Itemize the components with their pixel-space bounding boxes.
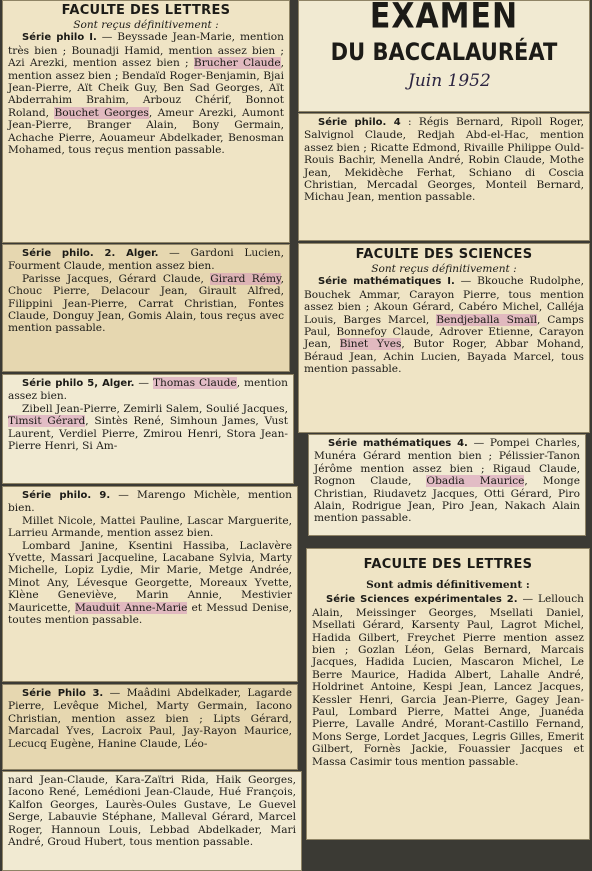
clipping-examen-title [298,0,590,112]
handwritten-date: Juin 1952 [408,71,491,91]
clipping-philo-3 [2,684,298,770]
clipping-sciences-maths-4 [308,434,586,536]
clipping-lettres-philo-1 [2,0,290,243]
result-paragraph: nard Jean-Claude, Kara-Zaïtri Rida, Haik Georges, Iacono René, Lemédioni Jean-Claude, Hué François, Kalfon Georges, Laurès-Oules Gustave, Le Guevel Serge, Labauvie Stéphane, Malleval Gérard, Marcel Roger, Hannoun Louis, Lebbad Abdelkader, Mari André, Groud Hubert, tous mention passable. [8,774,296,849]
subheading: Sont reçus définitivement : [371,263,517,275]
result-paragraph: Série philo. 4 : Régis Bernard, Ripoll Roger, Salvignol Claude, Redjah Abd-el-Hac, mention assez bien ; Ricatte Edmond, Rivaille Philippe Ould-Rouis Bachir, Menella André, Robin Claude, Mothe Jean, Mekidèche Ferhat, Schiano di Coscia Christian, Mercadal Georges, Monteil Bernard, Michau Jean, mention passable. [304,116,585,204]
result-paragraph: Série Philo 3. — Maâdini Abdelkader, Lagarde Pierre, Levêque Michel, Marty Germain, Iacono Christian, mention assez bien ; Lipts Gérard, Marcadal Yves, Lacroix Paul, Jay-Rayon Maurice, Lecucq Eugène, Hanine Claude, Léo- [8,687,292,750]
faculty-heading: FACULTE DES LETTRES [363,557,533,572]
subheading: Sont reçus définitivement : [73,19,219,31]
result-paragraph: Série philo I. — Beyssade Jean-Marie, mention très bien ; Bounadji Hamid, mention assez bien ; Azi Arezki, mention assez bien ; Brucher Claude, mention assez bien ; Bendaïd Roger-Benjamin, Bjai Jean-Pierre, Aït Cheik Guy, Ben Sad Georges, Aït Abderrahim Brahim, Arbouz Chérif, Bonnot Roland, Bouchet Georges, Ameur Arezki, Aumont Jean-Pierre, Branger Alain, Bony Germain, Achache Pierre, Aouameur Abdelkader, Benosman Mohamed, tous reçus mention passable. [8,31,285,157]
result-paragraph: Série mathématiques I. — Bkouche Rudolphe, Bouchek Ammar, Carayon Pierre, tous mention assez bien ; Akoun Gérard, Cabéro Michel, Calléja Louis, Barges Marcel, Bendjeballa Smaïl, Camps Paul, Bonnefoy Claude, Adrover Etienne, Carayon Jean, Binet Yves, Butor Roger, Abbar Mohand, Béraud Jean, Achin Lucien, Bayada Marcel, tous mention passable. [304,275,585,376]
headline-baccalaureat: DU BACCALAURÉAT [330,38,558,66]
result-paragraph: Parisse Jacques, Gérard Claude, Girard Rémy, Chouc Pierre, Delacour Jean, Girault Alfred, Filippini Jean-Pierre, Carrat Christian, Fontes Claude, Donguy Jean, Gomis Alain, tous reçus avec mention passable. [8,272,285,335]
faculty-heading: FACULTE DES LETTRES [61,3,231,18]
subheading: Sont admis définitivement : [366,579,530,591]
result-paragraph: Série philo. 9. — Marengo Michèle, mention bien. [8,489,293,515]
clipping-philo-9 [2,486,298,682]
result-paragraph: Série philo. 2. Alger. — Gardoni Lucien, Fourment Claude, mention assez bien. [8,247,284,273]
result-paragraph: Série philo 5, Alger. — Thomas Claude, mention assez bien. [8,377,288,403]
headline-examen: EXAMEN [369,0,519,37]
result-paragraph: Série mathématiques 4. — Pompei Charles, Munéra Gérard mention bien ; Pélissier-Tanon Jérôme mention assez bien ; Rigaud Claude, Rognon Claude, Obadia Maurice, Monge Christian, Riudavetz Jacques, Otti Gérard, Piro Alain, Rodrigue Jean, Piro Jean, Nakach Alain mention passable. [314,437,580,525]
clipping-philo-4 [298,113,590,241]
result-paragraph: Millet Nicole, Mattei Pauline, Lascar Marguerite, Larrieu Armande, mention assez bien. [8,514,292,540]
result-paragraph: Zibell Jean-Pierre, Zemirli Salem, Soulié Jacques, Timsit Gérard, Sintès René, Simhoun James, Vust Laurent, Verdiel Pierre, Zmirou Henri, Stora Jean-Pierre Henri, Si Am- [8,402,288,453]
clipping-philo-5-alger [2,374,294,484]
clipping-philo-3-continued [2,771,302,871]
result-paragraph: Série Sciences expérimentales 2. — Lellouch Alain, Meissinger Georges, Msellati Daniel, Msellati Gérard, Karsenty Paul, Lagrot Michel, Hadida Gilbert, Freychet Pierre mention assez bien ; Gozlan Léon, Gelas Bernard, Marcais Jacques, Hadida Lucien, Mascaron Michel, Le Berre Maurice, Hadida Albert, Lahalle André, Holdrinet Antoine, Kespi Jean, Lancez Jacques, Kessler Henri, Garcia Jean-Pierre, Gagey Jean-Paul, Lombard Pierre, Mattei Ange, Juanéda Pierre, Lavalle André, Morant-Castillo Fernand, Mons Serge, Lordet Jacques, Legris Gilles, Emerit Gilbert, Fornès Jackie, Fouassier Jacques et Massa Casimir tous mention passable. [312,593,584,768]
faculty-heading: FACULTE DES SCIENCES [355,247,533,262]
result-paragraph: Lombard Janine, Ksentini Hassiba, Laclavère Yvette, Massari Jacqueline, Lacabane Sylvia, Marty Michelle, Lopiz Lydie, Mir Marie, Metge Andrée, Minot Any, Lévesque Georgette, Moreaux Yvette, Klène Geneviève, Marin Annie, Mestivier Mauricette, Mauduit Anne-Marie et Messud Denise, toutes mention passable. [8,539,292,627]
clipping-lettres-sciences-exp-2 [306,548,590,840]
clipping-philo-2-alger [2,244,290,372]
clipping-sciences-maths-1 [298,243,590,433]
